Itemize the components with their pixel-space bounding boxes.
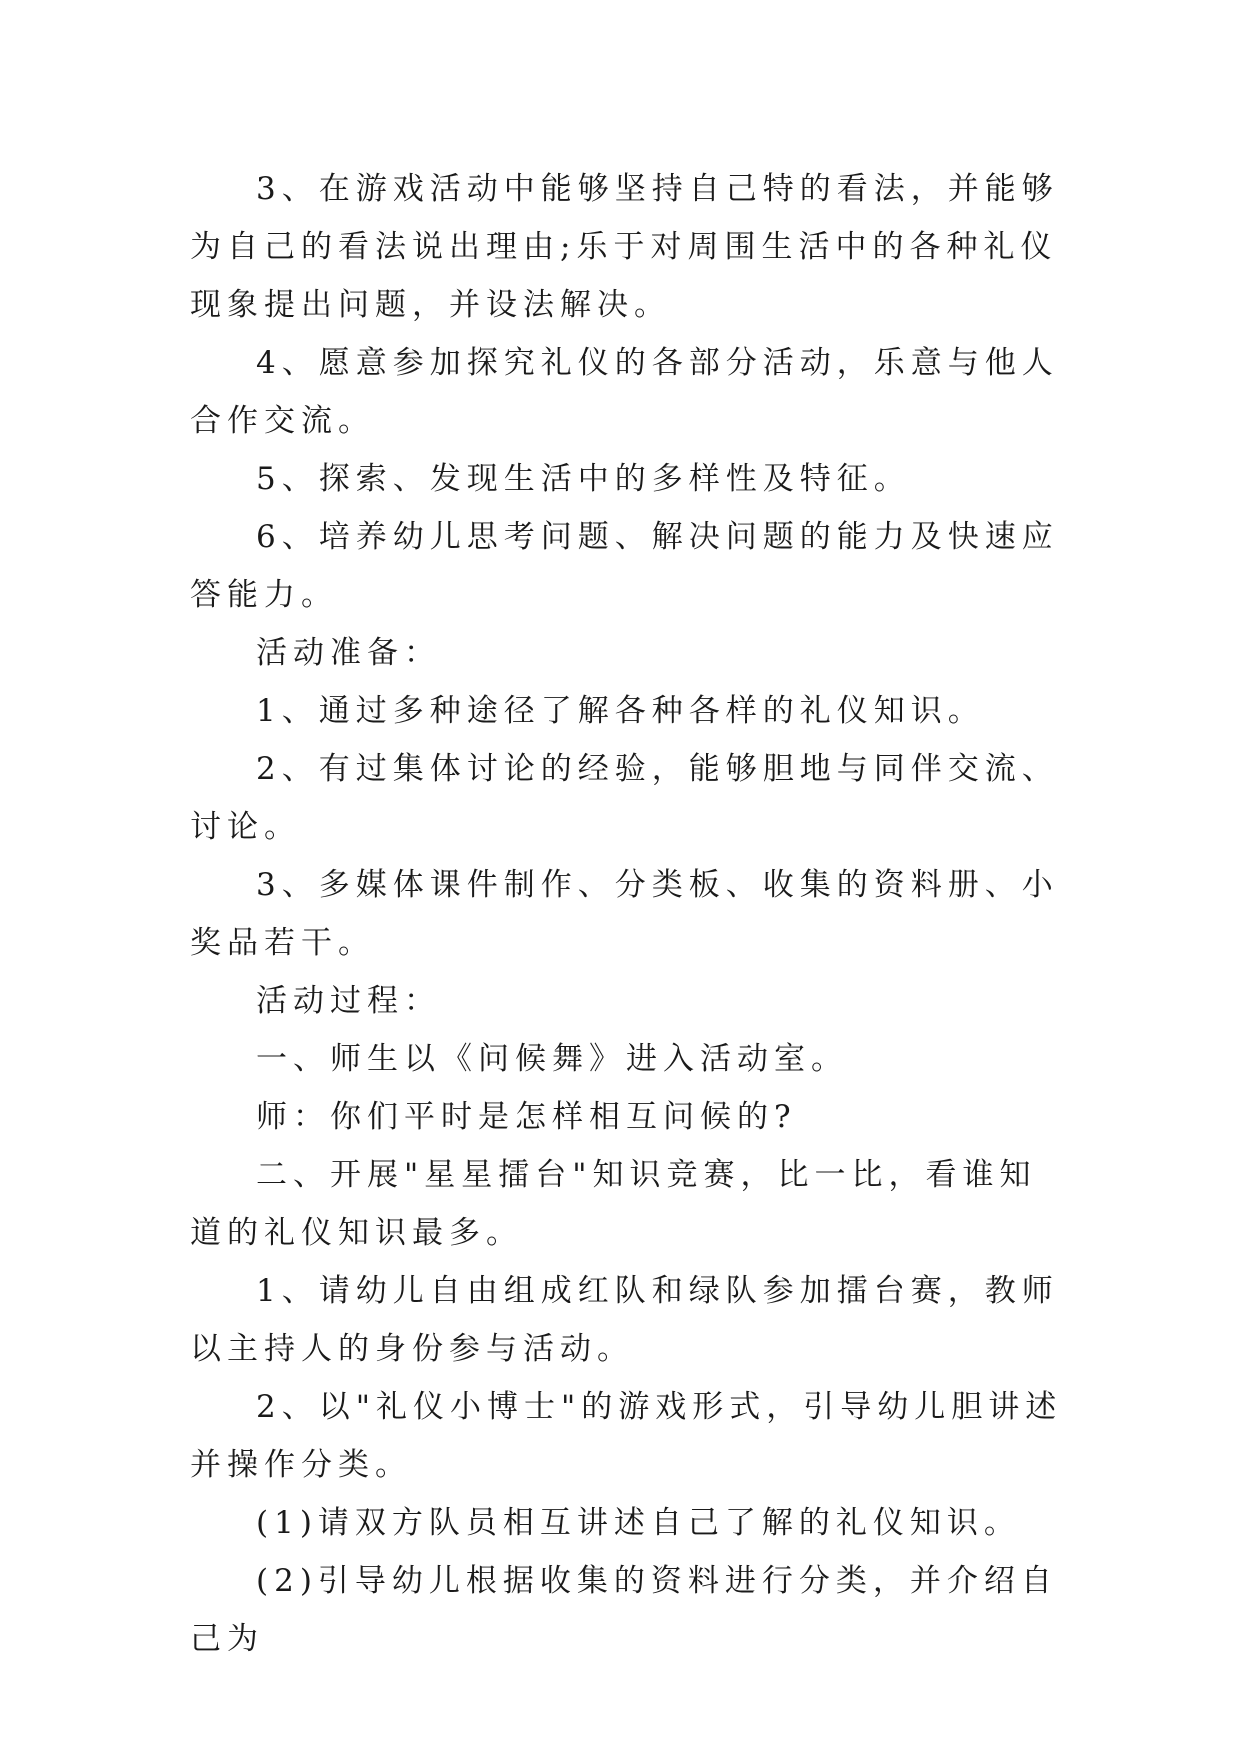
paragraph-prep-3: 3、多媒体课件制作、分类板、收集的资料册、小奖品若干。 (190, 867, 1059, 961)
paragraph-substep-1: (1)请双方队员相互讲述自己了解的礼仪知识。 (256, 1505, 1021, 1541)
paragraph-substep-2: (2)引导幼儿根据收集的资料进行分类，并介绍自己为 (190, 1563, 1058, 1657)
section-heading-process: 活动过程： (256, 983, 441, 1019)
paragraph-goal-5: 5、探索、发现生活中的多样性及特征。 (256, 461, 911, 497)
paragraph-process-1: 一、师生以《问候舞》进入活动室。 (256, 1041, 848, 1077)
paragraph-prep-1: 1、通过多种途径了解各种各样的礼仪知识。 (256, 693, 985, 729)
paragraph-goal-3: 3、在游戏活动中能够坚持自己特的看法，并能够为自己的看法说出理由;乐于对周围生活中的各种礼仪现象提出问题，并设法解决。 (190, 171, 1059, 323)
paragraph-step-1: 1、请幼儿自由组成红队和绿队参加擂台赛，教师以主持人的身份参与活动。 (190, 1273, 1059, 1367)
paragraph-step-2: 2、以"礼仪小博士"的游戏形式，引导幼儿胆讲述并操作分类。 (190, 1389, 1063, 1483)
paragraph-process-2: 二、开展"星星擂台"知识竞赛，比一比，看谁知道的礼仪知识最多。 (190, 1157, 1037, 1251)
section-heading-preparation: 活动准备： (256, 635, 441, 671)
paragraph-teacher-question: 师：你们平时是怎样相互问候的? (256, 1099, 797, 1135)
paragraph-goal-4: 4、愿意参加探究礼仪的各部分活动，乐意与他人合作交流。 (190, 345, 1059, 439)
document-body (190, 160, 1070, 1668)
paragraph-prep-2: 2、有过集体讨论的经验，能够胆地与同伴交流、讨论。 (190, 751, 1059, 845)
paragraph-goal-6: 6、培养幼儿思考问题、解决问题的能力及快速应答能力。 (190, 519, 1059, 613)
